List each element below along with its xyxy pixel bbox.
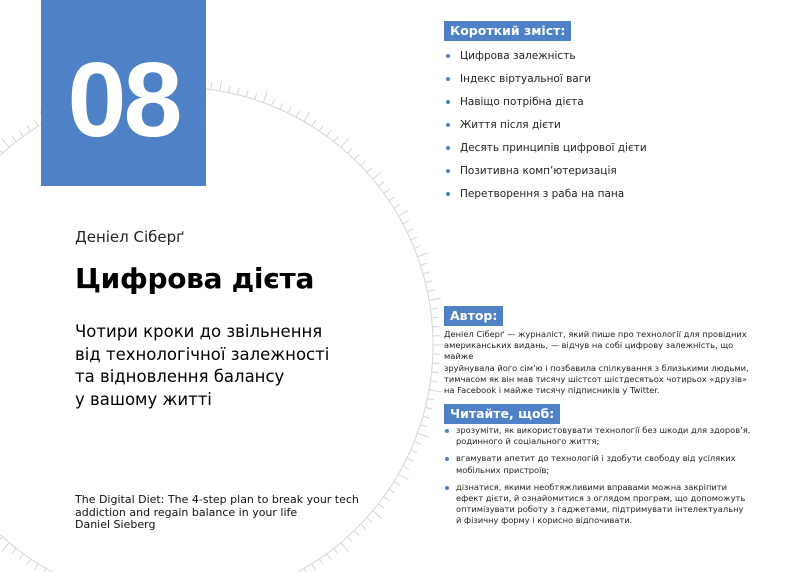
dial-tick — [407, 458, 413, 461]
dial-tick — [394, 482, 400, 486]
original-title-line: The Digital Diet: The 4-step plan to break your tech — [75, 493, 359, 506]
dial-tick — [19, 131, 23, 137]
book-title: Цифрова дієта — [75, 262, 315, 295]
dial-tick — [263, 91, 267, 102]
dial-tick — [0, 148, 2, 153]
dial-tick — [389, 197, 395, 201]
dial-tick — [35, 564, 39, 570]
read-to-line: дізнатися, якими необтяжливими вправами можна закріпити — [456, 481, 727, 492]
dial-tick — [414, 442, 421, 445]
dial-tick — [394, 205, 400, 209]
subtitle-line: від технологічної залежності — [75, 344, 330, 364]
bio-line: тимчасом як він мав тисячу шістсот шістдесятьох чотирьох «друзів» — [444, 373, 748, 384]
dial-tick — [398, 474, 408, 480]
dial-tick — [423, 416, 430, 418]
dial-tick — [327, 131, 331, 137]
dial-tick — [246, 90, 248, 97]
original-title — [75, 494, 359, 532]
dial-tick — [432, 327, 439, 328]
summary-item: Десять принципів цифрової дієти — [444, 141, 647, 164]
read-to-line: зрозуміти, як використовувати технології без шкоди для здоров’я, — [456, 425, 751, 435]
summary-item: Життя після дієти — [444, 118, 647, 141]
dial-tick — [417, 433, 428, 437]
dial-tick — [296, 111, 299, 117]
chapter-number: 08 — [67, 41, 180, 159]
dial-tick — [398, 210, 408, 216]
dial-tick — [361, 161, 366, 166]
read-to-item — [444, 482, 774, 527]
dial-tick — [327, 554, 331, 560]
dial-tick — [431, 381, 438, 382]
dial-tick — [427, 399, 434, 401]
dial-tick — [354, 154, 359, 159]
dial-tick — [12, 136, 16, 142]
subtitle-line: та відновлення балансу — [75, 367, 285, 386]
read-to-item — [444, 453, 774, 475]
original-author: Daniel Sieberg — [75, 518, 156, 531]
dial-tick — [312, 120, 316, 126]
dial-tick — [304, 111, 310, 121]
dial-tick — [1, 138, 9, 147]
dial-tick — [384, 497, 390, 501]
summary-item: Позитивна комп’ютеризація — [444, 164, 647, 187]
dial-tick — [425, 407, 432, 409]
dial-tick — [367, 168, 372, 173]
summary-item: Цифрова залежність — [444, 49, 647, 72]
read-to-item — [444, 425, 774, 447]
read-to-line: й фізичну форму і корисно відпочивати. — [456, 515, 633, 526]
dial-tick — [432, 363, 439, 364]
dial-tick — [425, 281, 432, 283]
dial-tick — [403, 466, 409, 469]
dial-tick — [411, 450, 417, 453]
dial-tick — [12, 548, 16, 554]
dial-tick — [420, 425, 427, 427]
dial-tick — [348, 148, 353, 153]
dial-tick — [423, 272, 430, 274]
read-to-list — [444, 425, 774, 533]
dial-tick — [334, 136, 338, 142]
dial-tick — [237, 88, 239, 95]
dial-tick — [432, 372, 439, 373]
dial-tick — [361, 524, 366, 529]
read-to-line: оптимізувати роботу з гаджетами, підтримувати інтелектуальну — [456, 504, 744, 515]
book-author: Деніел Сіберґ — [75, 228, 185, 246]
dial-tick — [384, 189, 390, 193]
dial-tick — [341, 138, 349, 147]
summary-item: Навіщо потрібна дієта — [444, 95, 647, 118]
read-to-line: родинного й соціального життя; — [456, 436, 600, 447]
dial-tick — [319, 559, 323, 565]
subtitle-line: у вашому житті — [75, 389, 212, 409]
summary-heading: Короткий зміст: — [444, 21, 571, 41]
dial-tick — [420, 263, 427, 265]
read-to-line: вгамувати апетит до технологій і здобути свободу від усіляких — [456, 453, 736, 464]
dial-tick — [280, 103, 283, 109]
dial-tick — [432, 317, 439, 318]
dial-tick — [27, 125, 31, 131]
summary-item: Перетворення з раба на пана — [444, 187, 647, 210]
bio-line: американських видань, — відчув на собі цифрову залежність, що майже — [444, 340, 734, 362]
dial-tick — [211, 83, 212, 90]
author-heading: Автор: — [444, 306, 503, 326]
dial-tick — [304, 568, 310, 572]
original-title-line: addiction and regain balance in your life — [75, 505, 298, 519]
dial-tick — [19, 554, 23, 560]
dial-tick — [431, 308, 438, 309]
summary-list — [444, 49, 647, 210]
author-bio — [444, 329, 764, 396]
dial-tick — [417, 253, 428, 257]
dial-tick — [319, 125, 323, 131]
bio-line: на Facebook і майже тисячу підписників у Twitter. — [444, 385, 660, 396]
bio-line: Деніел Сіберґ — журналіст, який пише про технології для провідних — [444, 329, 747, 339]
read-to-line: мобільних пристроїв; — [456, 464, 550, 475]
dial-tick — [341, 543, 349, 552]
bio-line: зруйнувала його сім’ю і позбавила спілкування з близькими людьми, — [444, 362, 749, 373]
dial-tick — [272, 99, 275, 106]
dial-tick — [229, 86, 231, 93]
dial-tick — [348, 537, 353, 542]
subtitle-line: Чотири кроки до звільнення — [75, 322, 323, 341]
dial-tick — [367, 518, 372, 523]
dial-tick — [378, 182, 384, 186]
dial-tick — [373, 511, 382, 519]
dial-tick — [414, 246, 421, 249]
dial-tick — [220, 79, 222, 91]
dial-tick — [35, 120, 39, 126]
dial-tick — [1, 543, 9, 552]
dial-tick — [429, 298, 441, 300]
dial-tick — [407, 229, 413, 232]
dial-tick — [40, 568, 46, 572]
dial-tick — [255, 93, 257, 100]
chapter-number-block — [41, 0, 206, 186]
dial-tick — [427, 290, 434, 292]
read-to-heading: Читайте, щоб: — [444, 404, 560, 424]
dial-tick — [403, 221, 409, 224]
dial-tick — [312, 564, 316, 570]
dial-tick — [0, 537, 2, 542]
dial-tick — [27, 559, 31, 565]
summary-item: Індекс віртуальної ваги — [444, 72, 647, 95]
book-subtitle — [75, 321, 329, 411]
dial-tick — [334, 548, 338, 554]
dial-tick — [378, 504, 384, 508]
dial-tick — [288, 107, 291, 113]
dial-tick — [429, 390, 441, 392]
dial-tick — [373, 171, 382, 179]
dial-tick — [389, 489, 395, 493]
dial-tick — [411, 237, 417, 240]
read-to-line: ефект дієти, й ознайомитися з оглядом програм, що допоможуть — [456, 493, 746, 504]
